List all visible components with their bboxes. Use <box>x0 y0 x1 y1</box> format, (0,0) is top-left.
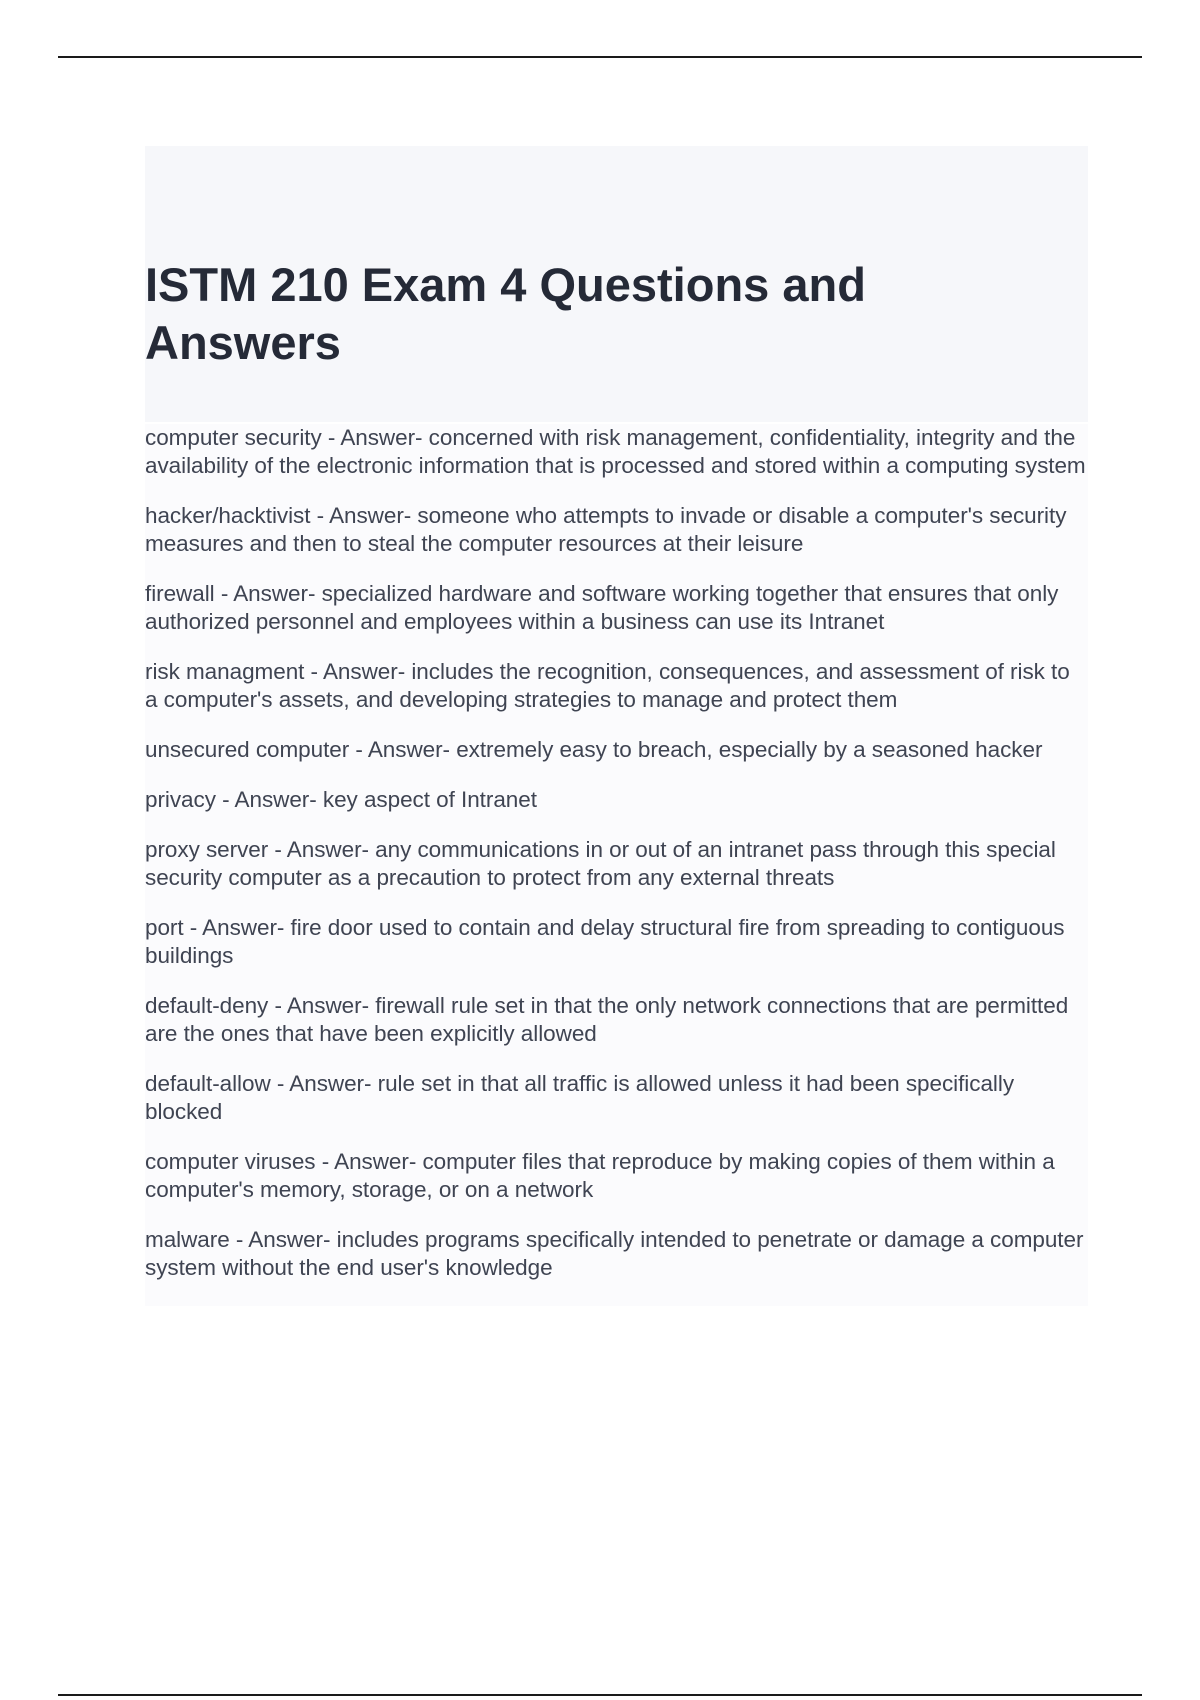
qa-item-malware: malware - Answer- includes programs specifically intended to penetrate or damage a computer system without the end user's knowledge <box>145 1227 1084 1280</box>
qa-item-privacy: privacy - Answer- key aspect of Intranet <box>145 787 537 812</box>
qa-item-unsecured-computer: unsecured computer - Answer- extremely easy to breach, especially by a seasoned hacker <box>145 737 1043 762</box>
qa-item-proxy-server: proxy server - Answer- any communications in or out of an intranet pass through this special security computer as a precaution to protect from any external threats <box>145 837 1056 890</box>
qa-list <box>145 424 1088 1306</box>
qa-item-default-allow: default-allow - Answer- rule set in that all traffic is allowed unless it had been specifically blocked <box>145 1071 1015 1124</box>
qa-item-risk-management: risk managment - Answer- includes the recognition, consequences, and assessment of risk to a computer's assets, and developing strategies to manage and protect them <box>145 659 1070 712</box>
bottom-rule <box>58 1694 1142 1696</box>
title-block <box>145 146 1088 422</box>
qa-item-computer-security: computer security - Answer- concerned with risk management, confidentiality, integrity and the availability of the electronic information that is processed and stored within a computing system <box>145 425 1086 478</box>
qa-item-hacker: hacker/hacktivist - Answer- someone who attempts to invade or disable a computer's security measures and then to steal the computer resources at their leisure <box>145 503 1067 556</box>
page-title: ISTM 210 Exam 4 Questions and Answers <box>145 258 866 369</box>
qa-item-firewall: firewall - Answer- specialized hardware and software working together that ensures that only authorized personnel and employees within a business can use its Intranet <box>145 581 1059 634</box>
qa-item-port: port - Answer- fire door used to contain and delay structural fire from spreading to contiguous buildings <box>145 915 1065 968</box>
qa-item-computer-viruses: computer viruses - Answer- computer files that reproduce by making copies of them within a computer's memory, storage, or on a network <box>145 1149 1055 1202</box>
top-rule <box>58 56 1142 58</box>
qa-item-default-deny: default-deny - Answer- firewall rule set in that the only network connections that are permitted are the ones that have been explicitly allowed <box>145 993 1069 1046</box>
